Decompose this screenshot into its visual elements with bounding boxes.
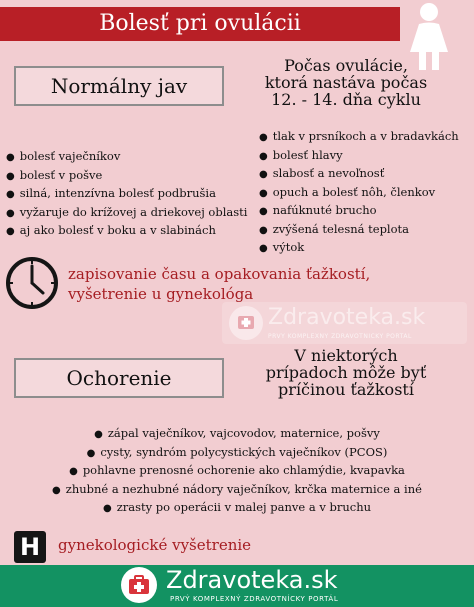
advice-line: vyšetrenie u gynekológa — [68, 285, 254, 303]
footer-title[interactable]: Zdravoteka.sk — [166, 566, 338, 594]
description-line: prípadoch môže byť — [265, 363, 427, 382]
list-item: ● zhubné a nezhubné nádory vaječníkov, krčka maternice a iné — [0, 481, 474, 500]
list-item: ● slabosť a nevoľnosť — [259, 165, 471, 184]
description-line: ktorá nastáva počas — [264, 73, 428, 92]
list-item: ● pohlavne prenosné ochorenie ako chlamýdie, kvapavka — [0, 462, 474, 481]
list-item: ● opuch a bolesť nôh, členkov — [259, 184, 471, 203]
advice-line: zapisovanie času a opakovania ťažkostí, — [68, 265, 371, 283]
description-line: V niektorých — [294, 346, 398, 365]
disease-box: Ochorenie — [14, 358, 224, 398]
advice-text — [68, 264, 388, 304]
description-line: 12. - 14. dňa cyklu — [271, 90, 421, 109]
medical-kit-icon — [121, 567, 157, 603]
watermark-subtitle: PRVÝ KOMPLEXNÝ ZDRAVOTNÍCKY PORTÁL — [268, 333, 412, 340]
list-item: ● výtok — [259, 239, 471, 258]
list-item: ● bolesť hlavy — [259, 147, 471, 166]
watermark-title: Zdravoteka.sk — [268, 305, 426, 330]
list-item: ● vyžaruje do krížovej a driekovej oblasti — [6, 204, 256, 223]
list-item: ● zvýšená telesná teplota — [259, 221, 471, 240]
description-line: Počas ovulácie, — [284, 56, 408, 75]
normal-phenomenon-box: Normálny jav — [14, 66, 224, 106]
right-symptom-list — [259, 128, 471, 258]
cause-list — [0, 425, 474, 518]
footer-subtitle: PRVÝ KOMPLEXNÝ ZDRAVOTNÍCKY PORTÁL — [170, 595, 339, 603]
list-item: ● silná, intenzívna bolesť podbrušia — [6, 185, 256, 204]
clock-icon — [4, 255, 60, 311]
exam-text: gynekologické vyšetrenie — [58, 536, 252, 554]
hospital-icon: H — [14, 531, 46, 563]
left-symptom-list — [6, 148, 256, 241]
list-item: ● bolesť v pošve — [6, 167, 256, 186]
list-item: ● cysty, syndróm polycystických vaječníkov (PCOS) — [0, 444, 474, 463]
disease-description — [232, 347, 460, 398]
list-item: ● zápal vaječníkov, vajcovodov, maternice, pošvy — [0, 425, 474, 444]
page-title: Bolesť pri ovulácii — [99, 11, 301, 36]
description-line: príčinou ťažkostí — [278, 380, 414, 399]
list-item: ● tlak v prsníkoch a v bradavkách — [259, 128, 471, 147]
list-item: ● zrasty po operácii v malej panve a v bruchu — [0, 499, 474, 518]
list-item: ● nafúknuté brucho — [259, 202, 471, 221]
normal-description — [232, 57, 460, 108]
list-item: ● bolesť vaječníkov — [6, 148, 256, 167]
list-item: ● aj ako bolesť v boku a v slabinách — [6, 222, 256, 241]
